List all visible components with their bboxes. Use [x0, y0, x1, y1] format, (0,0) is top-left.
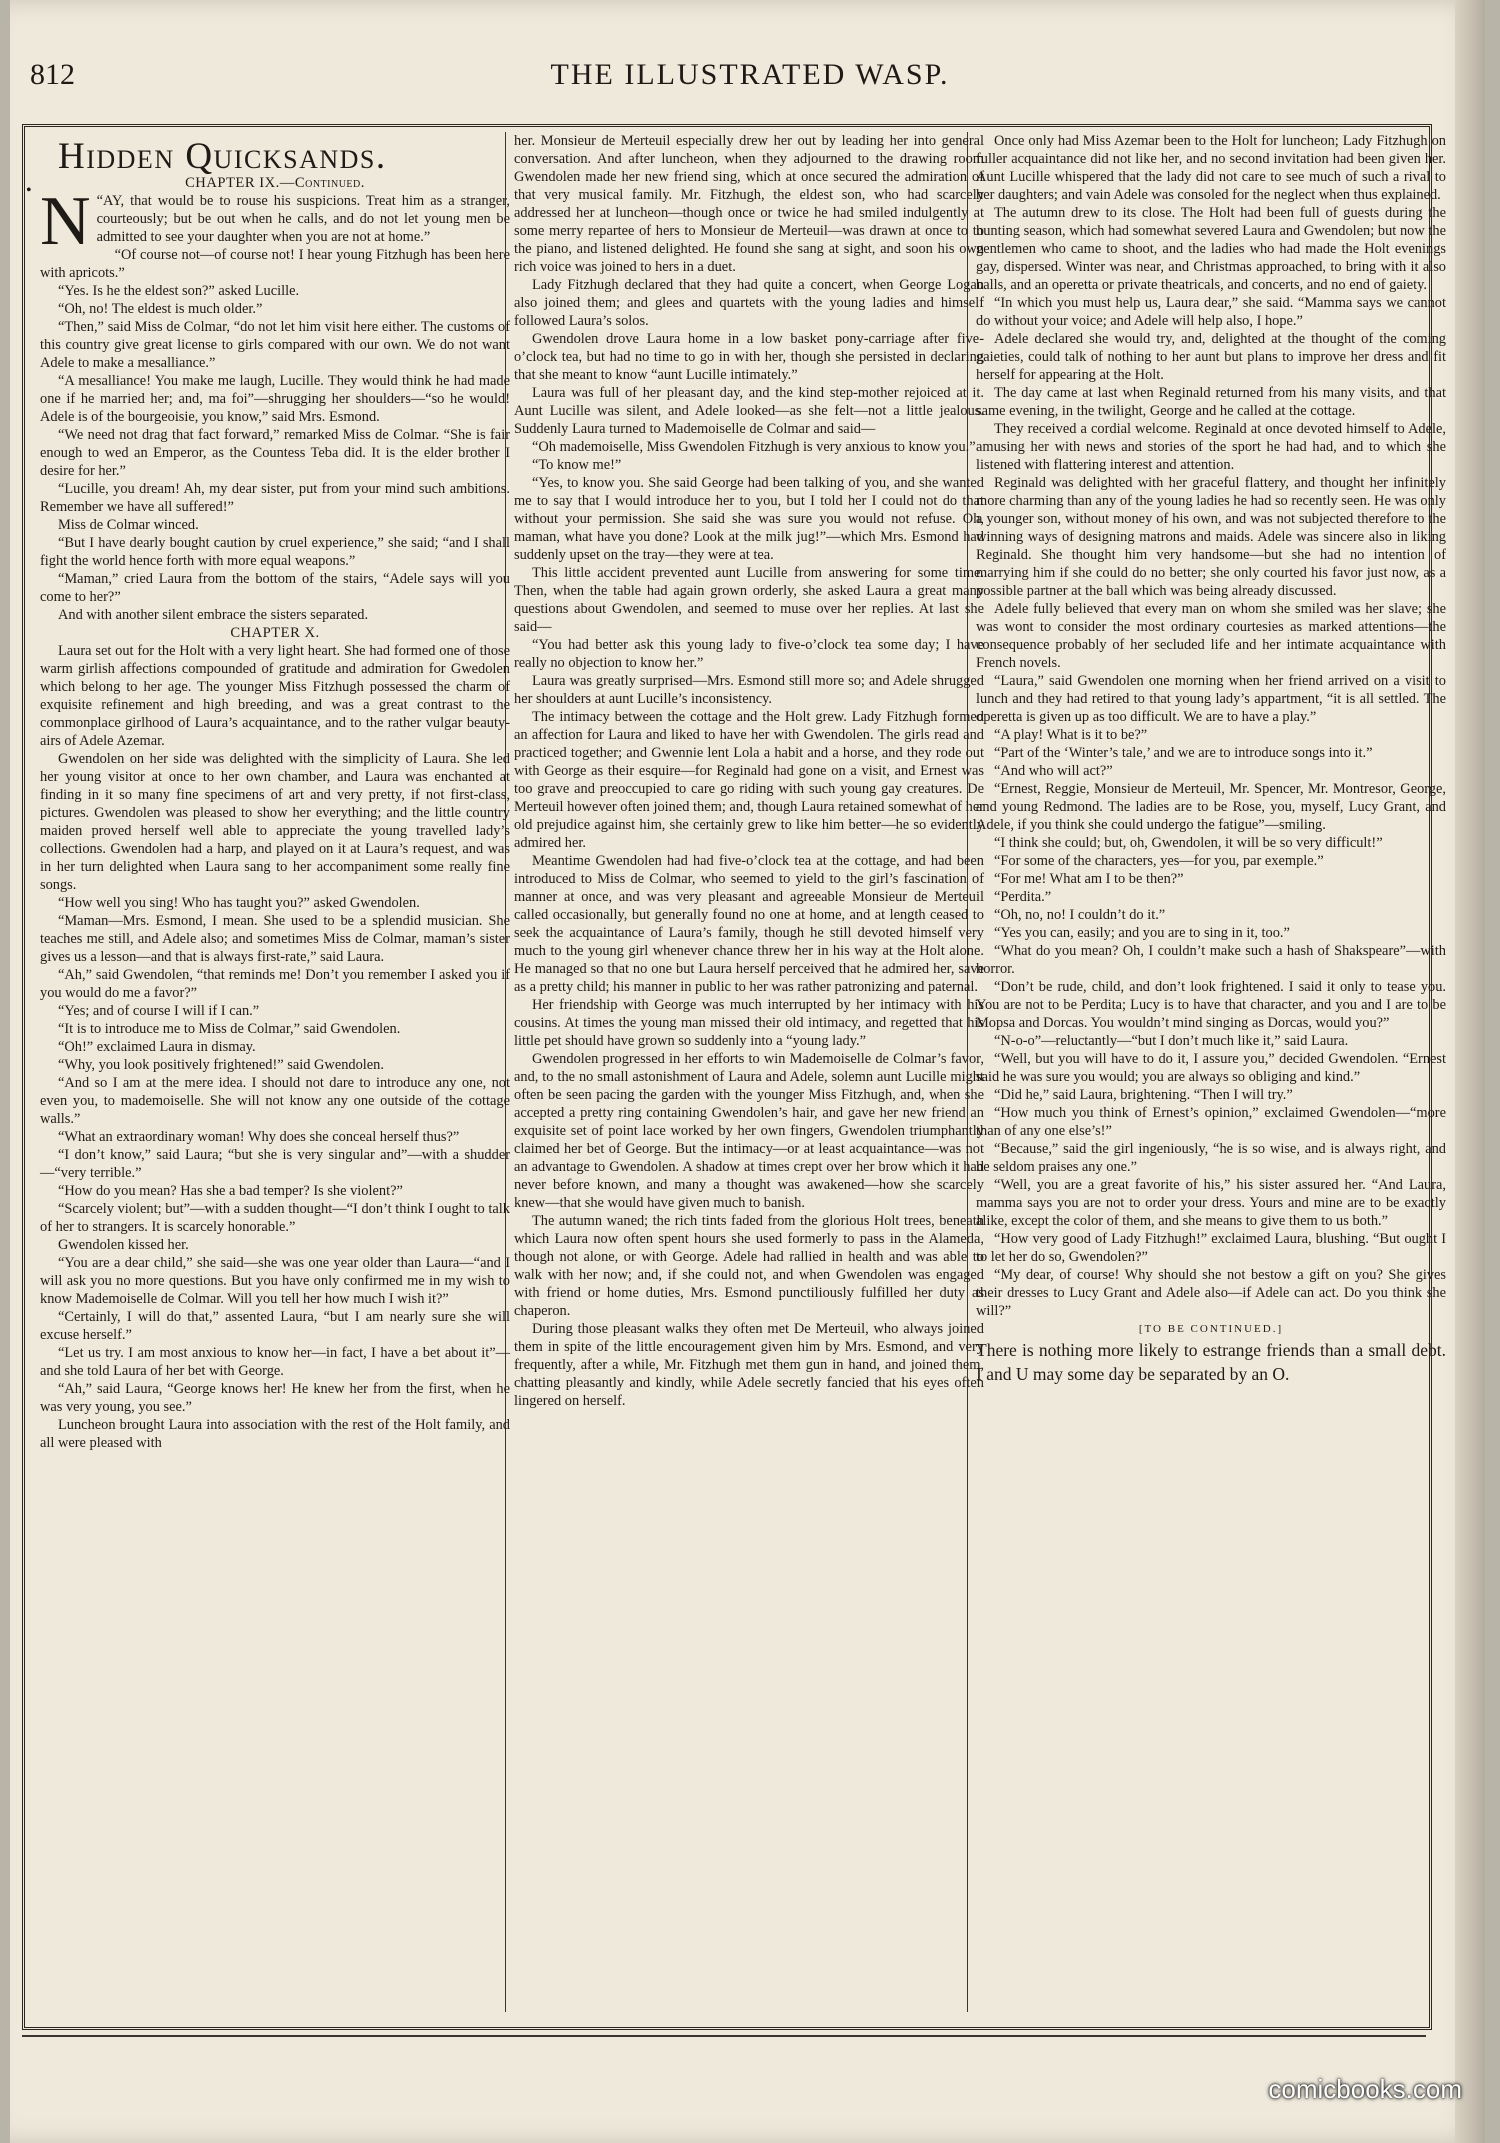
- paragraph: The day came at last when Reginald returned from his many visits, and that same evening, in the twilight, George and he called at the cottage.: [976, 385, 1446, 419]
- paragraph: Laura set out for the Holt with a very light heart. She had formed one of those warm girlish affections compounded of gratitude and admiration for Gwedolen which belong to her age. The younger Miss Fitzhugh possessed the charm of exquisite refinement and high breeding, and was a great contrast to the commonplace girlhood of Laura’s acquaintance, and to the rather vulgar beauty-airs of Adele Azemar.: [40, 643, 510, 749]
- paragraph: “Maman,” cried Laura from the bottom of the stairs, “Adele says will you come to her?”: [40, 571, 510, 605]
- paragraph: “Part of the ‘Winter’s tale,’ and we are to introduce songs into it.”: [994, 745, 1373, 761]
- paragraph: Luncheon brought Laura into association with the rest of the Holt family, and all were pleased with: [40, 1417, 510, 1451]
- bullet-icon: •: [26, 182, 32, 199]
- paragraph: “Did he,” said Laura, brightening. “Then I will try.”: [994, 1087, 1293, 1103]
- story-title: Hidden Quicksands.: [58, 136, 387, 177]
- paragraph: Laura was full of her pleasant day, and the kind step-mother rejoiced at it. Aunt Lucille was silent, and Adele looked—as she felt—not a little jealous. Suddenly Laura turned to Mademoiselle de Colmar and said—: [514, 385, 984, 437]
- column-1: [26, 132, 510, 2012]
- paragraph: Gwendolen drove Laura home in a low basket pony-carriage after five-o’clock tea, but had no time to go in with her, though she persisted in declaring that she meant to know “aunt Lucille intimately.”: [514, 331, 984, 383]
- paragraph: The autumn drew to its close. The Holt had been full of guests during the hunting season, which had somewhat severed Laura and Gwendolen; but now the gentlemen who came to shoot, and the ladies who had made the Holt evenings gay, dispersed. Winter was near, and Christmas approached, to bring with it also balls, and an operetta or private theatricals, and concerts, and no end of gaiety.: [976, 205, 1446, 293]
- column-2: [514, 132, 984, 2012]
- paragraph: They received a cordial welcome. Reginald at once devoted himself to Adele, amusing her with news and stories of the sport he had had, and to which she listened with flattering interest and attention.: [976, 421, 1446, 473]
- paragraph-text: “AY, that would be to rouse his suspicions. Treat him as a stranger, courteously; but be out when he calls, and do not let young men be admitted to see your daughter when you are not at home.”: [96, 193, 510, 245]
- paragraph: “Because,” said the girl ingeniously, “he is so wise, and is always right, and he seldom praises any one.”: [976, 1141, 1446, 1175]
- paragraph: Gwendolen progressed in her efforts to win Mademoiselle de Colmar’s favor, and, to the no small astonishment of Laura and Adele, solemn aunt Lucille might often be seen pacing the garden with the younger Miss Fitzhugh, and, when she accepted a pretty ring containing Gwendolen’s hair, and gave her new friend an exquisite set of point lace worked by her own fingers, Gwendolen triumphantly claimed her bet of George. But the intimacy—or at least acquaintance—was not an advantage to Gwendolen. A shadow at times crept over her brow which it had never before known, and many a thought was awakened—how she scarcely knew—that she would have given much to banish.: [514, 1051, 984, 1211]
- paragraph: “What an extraordinary woman! Why does she conceal herself thus?”: [58, 1129, 460, 1145]
- paragraph: “But I have dearly bought caution by cruel experience,” she said; “and I shall fight the world hence forth with more equal weapons.”: [40, 535, 510, 569]
- paragraph: “A mesalliance! You make me laugh, Lucille. They would think he had made one if he married her; and, ma foi”—shrugging her shoulders—“so he would! Adele is of the bourgeoisie, you know,” said Mrs. Esmond.: [40, 373, 510, 425]
- paragraph: “And so I am at the mere idea. I should not dare to introduce any one, not even you, to mademoiselle. She will not know any one outside of the cottage walls.”: [40, 1075, 510, 1127]
- paragraph: “Scarcely violent; but”—with a sudden thought—“I don’t think I ought to talk of her to strangers. It is scarcely honorable.”: [40, 1201, 510, 1235]
- paragraph: “Perdita.”: [994, 889, 1052, 905]
- paragraph: “Ah,” said Gwendolen, “that reminds me! Don’t you remember I asked you if you would do me a favor?”: [40, 967, 510, 1001]
- continued-label: Continued.: [294, 175, 365, 191]
- paragraph: “You are a dear child,” she said—she was one year older than Laura—“and I will ask you no more questions. But you have only confirmed me in my wish to know Mademoiselle de Colmar. Will you tell her how much I wish it?”: [40, 1255, 510, 1307]
- footer-rule: [22, 2035, 1426, 2037]
- paragraph: “A play! What is it to be?”: [994, 727, 1148, 743]
- paragraph: And with another silent embrace the sisters separated.: [58, 607, 369, 623]
- masthead: THE ILLUSTRATED WASP.: [550, 58, 950, 91]
- paragraph: The intimacy between the cottage and the Holt grew. Lady Fitzhugh formed an affection for Laura and liked to have her with Gwendolen. The girls read and practiced together; and Gwennie lent Lola a habit and a horse, and they rode out with George as their esquire—for Reginald had gone on a visit, and Ernest was too grave and preoccupied to care go riding with such young gay creatures. De Merteuil however often joined them; and, though Laura retained somewhat of her old prejudice against him, she certainly grew to like him better—he so evidently admired her.: [514, 709, 984, 851]
- paragraph: “Ernest, Reggie, Monsieur de Merteuil, Mr. Spencer, Mr. Montresor, George, and young Redmond. The ladies are to be Rose, you, myself, Lucy Grant, and Adele, if you think she could undergo the fatigue”—smiling.: [976, 781, 1446, 833]
- paragraph: “How much you think of Ernest’s opinion,” exclaimed Gwendolen—“more than of any one else’s!”: [976, 1105, 1446, 1139]
- paragraph: “To know me!”: [532, 457, 622, 473]
- paragraph: “For me! What am I to be then?”: [994, 871, 1184, 887]
- chapter-heading: CHAPTER X.: [230, 625, 320, 641]
- paragraph: “What do you mean? Oh, I couldn’t make such a hash of Shakspeare”—with horror.: [976, 943, 1446, 977]
- paragraph: “Ah,” said Laura, “George knows her! He knew her from the first, when he was very young, you see.”: [40, 1381, 510, 1415]
- paragraph: “I don’t know,” said Laura; “but she is very singular and”—with a shudder—“very terrible.”: [40, 1147, 510, 1181]
- paragraph: her. Monsieur de Merteuil especially drew her out by leading her into general conversation. And after luncheon, when they adjourned to the drawing room Gwendolen made her new friend sing, which at once secured the admiration of that very musical family. Mr. Fitzhugh, the eldest son, who had scarcely addressed her at luncheon—though once or twice he had smiled indulgently at some merry repartee of hers to Monsieur de Merteuil—was drawn at once to to the piano, and listened delighted. He found she sang at sight, and soon his own rich voice was joined to hers in a duet.: [514, 133, 984, 275]
- paragraph: Adele declared she would try, and, delighted at the thought of the coming gaieties, could talk of nothing to her aunt but plans to improve her dress and fit herself for appearing at the Holt.: [976, 331, 1446, 383]
- paragraph: “Yes, to know you. She said George had been talking of you, and she wanted me to say that I would introduce her to you, but I told her I could not do that without your permission. She said she was sure you would not refuse. Oh, maman, what have you done? Look at the milk jug!”—which Mrs. Esmond had suddenly upset on the tray—they were at tea.: [514, 475, 984, 563]
- paragraph: “Why, you look positively frightened!” said Gwendolen.: [58, 1057, 384, 1073]
- paragraph: “Laura,” said Gwendolen one morning when her friend arrived on a visit to lunch and they had retired to that young lady’s appartment, “it is all settled. The operetta is given up as too difficult. We are to have a play.”: [976, 673, 1446, 725]
- paragraph: “In which you must help us, Laura dear,” she said. “Mamma says we cannot do without your voice; and Adele will help also, I hope.”: [976, 295, 1446, 329]
- paragraph: Gwendolen kissed her.: [58, 1237, 189, 1253]
- paragraph: “Certainly, I will do that,” assented Laura, “but I am nearly sure she will excuse herself.”: [40, 1309, 510, 1343]
- paragraph: Lady Fitzhugh declared that they had quite a concert, when George Logan also joined them; and glees and quartets with the young ladies and himself followed Laura’s solos.: [514, 277, 984, 329]
- paragraph: This little accident prevented aunt Lucille from answering for some time. Then, when the table had again grown orderly, she asked Laura a great many questions about Gwendolen, and seemed to muse over her replies. At last she said—: [514, 565, 984, 635]
- paragraph: Miss de Colmar winced.: [58, 517, 199, 533]
- paragraph: “I think she could; but, oh, Gwendolen, it will be so very difficult!”: [994, 835, 1383, 851]
- chapter-number: CHAPTER IX.—: [185, 175, 295, 191]
- column-3: [976, 132, 1446, 2012]
- paragraph: “Oh, no! The eldest is much older.”: [58, 301, 263, 317]
- paragraph: “Oh, no, no! I couldn’t do it.”: [994, 907, 1166, 923]
- drop-cap: N: [40, 183, 91, 260]
- paragraph: “Yes you can, easily; and you are to sing in it, too.”: [994, 925, 1290, 941]
- paragraph: Gwendolen on her side was delighted with the simplicity of Laura. She led her young visitor at once to her own chamber, and Laura was enchanted at finding in it so many fine specimens of art and very pretty, if not first-class, pictures. Gwendolen was pleased to show her everything; and the little country maiden proved herself well able to appreciate the young travelled lady’s collections. Gwendolen had a harp, and played on it at Laura’s request, and was in her turn delighted when Laura sang to her accompaniment some really fine songs.: [40, 751, 510, 893]
- watermark: comicbooks.com: [1268, 2074, 1462, 2104]
- paragraph: “Well, but you will have to do it, I assure you,” decided Gwendolen. “Ernest said he was sure you would; you are always so obliging and kind.”: [976, 1051, 1446, 1085]
- paragraph: “Let us try. I am most anxious to know her—in fact, I have a bet about it”—and she told Laura of her bet with George.: [40, 1345, 510, 1379]
- paragraph: “For some of the characters, yes—for you, par exemple.”: [994, 853, 1324, 869]
- filler-quip: There is nothing more likely to estrange friends than a small debt. I and U may some day be separated by an O.: [976, 1340, 1446, 1384]
- paragraph: “Don’t be rude, child, and don’t look frightened. I said it only to tease you. You are not to be Perdita; Lucy is to have that character, and you and I are to be Mopsa and Dorcas. You wouldn’t mind singing as Dorcas, would you?”: [976, 979, 1446, 1031]
- paragraph: “N-o-o”—reluctantly—“but I don’t much like it,” said Laura.: [994, 1033, 1349, 1049]
- paragraph: Once only had Miss Azemar been to the Holt for luncheon; Lady Fitzhugh on fuller acquaintance did not like her, and no second invitation had been given her. Aunt Lucille whispered that the lady did not care to see much of such a rival to her daughters; and vain Adele was consoled for the neglect when thus explained.: [976, 133, 1446, 203]
- paragraph: Laura was greatly surprised—Mrs. Esmond still more so; and Adele shrugged her shoulders at aunt Lucille’s inconsistency.: [514, 673, 984, 707]
- paragraph: “Lucille, you dream! Ah, my dear sister, put from your mind such ambitions. Remember we have all suffered!”: [40, 481, 510, 515]
- paragraph: “Maman—Mrs. Esmond, I mean. She used to be a splendid musician. She teaches me still, and Adele also; and sometimes Miss de Colmar, maman’s sister gives us a lesson—and that is always first-rate,” said Laura.: [40, 913, 510, 965]
- paragraph: During those pleasant walks they often met De Merteuil, who always joined them in spite of the little encouragement given him by Mrs. Esmond, and very frequently, after a while, Mr. Fitzhugh met them gun in hand, and joined them, chatting pleasantly and kindly, while Adele secretly fancied that his eyes often lingered on herself.: [514, 1321, 984, 1409]
- paragraph: “Then,” said Miss de Colmar, “do not let him visit here either. The customs of this country give great license to girls compared with our own. We do not want Adele to make a mesalliance.”: [40, 319, 510, 371]
- paragraph: “Yes. Is he the eldest son?” asked Lucille.: [58, 283, 300, 299]
- paragraph: “It is to introduce me to Miss de Colmar,” said Gwendolen.: [58, 1021, 401, 1037]
- paragraph: “And who will act?”: [994, 763, 1113, 779]
- paragraph: “You had better ask this young lady to five-o’clock tea some day; I have really no objection to know her.”: [514, 637, 984, 671]
- paragraph: “We need not drag that fact forward,” remarked Miss de Colmar. “She is fair enough to wed an Emperor, as the Countess Teba did. It is the elder brother I desire for her.”: [40, 427, 510, 479]
- paragraph: “Oh mademoiselle, Miss Gwendolen Fitzhugh is very anxious to know you.”: [532, 439, 976, 455]
- paragraph: “How do you mean? Has she a bad temper? Is she violent?”: [58, 1183, 403, 1199]
- paragraph: The autumn waned; the rich tints faded from the glorious Holt trees, beneath which Laura now often spent hours she used formerly to pass in the Alameda, though not alone, or with George. Adele had rallied in health and was able to walk with her now; and, if she could not, and when Gwendolen was engaged with friend or home duties, Mrs. Esmond punctiliously fulfilled her duty as chaperon.: [514, 1213, 984, 1319]
- paragraph: “Well, you are a great favorite of his,” his sister assured her. “And Laura, mamma says you are not to order your dress. Yours and mine are to be exactly alike, except the color of them, and she means to give them to us both.”: [976, 1177, 1446, 1229]
- paragraph: “Oh!” exclaimed Laura in dismay.: [58, 1039, 256, 1055]
- page-edge: [1455, 0, 1485, 2143]
- paragraph: Reginald was delighted with her graceful flattery, and thought her infinitely more charming than any of the young ladies he had so recently seen. He was only a younger son, without money of his own, and was not subjected therefore to the winning ways of designing matrons and maids. Adele was sincere also in liking Reginald. She thought him very handsome—but she had no intention of marrying him if she could do no better; she only courted his favor just now, as a possible partner at the ball which was being already discussed.: [976, 475, 1446, 599]
- paragraph: “My dear, of course! Why should she not bestow a gift on you? She gives their dresses to Lucy Grant and Adele also—if Adele can act. Do you think she will?”: [976, 1267, 1446, 1319]
- paragraph: “Yes; and of course I will if I can.”: [58, 1003, 260, 1019]
- to-be-continued: [TO BE CONTINUED.]: [1138, 1323, 1284, 1335]
- paragraph: Meantime Gwendolen had had five-o’clock tea at the cottage, and had been introduced to Miss de Colmar, who seemed to yield to the girl’s fascination of manner at once, and was very pleasant and agreeable Monsieur de Merteuil called occasionally, but generally found no one at home, and at length ceased to seek the acquaintance of Laura’s family, though he still devoted himself very much to the young girl whenever chance threw her in his way at the Holt alone. He managed so that no one but Laura herself perceived that he admired her, save as a pretty child; his manner in public to her was rather patronizing and paternal.: [514, 853, 984, 995]
- paragraph: “How well you sing! Who has taught you?” asked Gwendolen.: [58, 895, 420, 911]
- paragraph: “Of course not—of course not! I hear young Fitzhugh has been here with apricots.”: [40, 247, 510, 281]
- paragraph: Her friendship with George was much interrupted by her intimacy with his cousins. At times the young man missed their old intimacy, and regetted that his little pet should have grown so suddenly into a “young lady.”: [514, 997, 984, 1049]
- paragraph: Adele fully believed that every man on whom she smiled was her slave; she was wont to consider the most ordinary courtesies as marked attentions—the consequence probably of her secluded life and her intimate acquaintance with French novels.: [976, 601, 1446, 671]
- paragraph: “How very good of Lady Fitzhugh!” exclaimed Laura, blushing. “But ought I to let her do so, Gwendolen?”: [976, 1231, 1446, 1265]
- page-number: 812: [30, 58, 75, 91]
